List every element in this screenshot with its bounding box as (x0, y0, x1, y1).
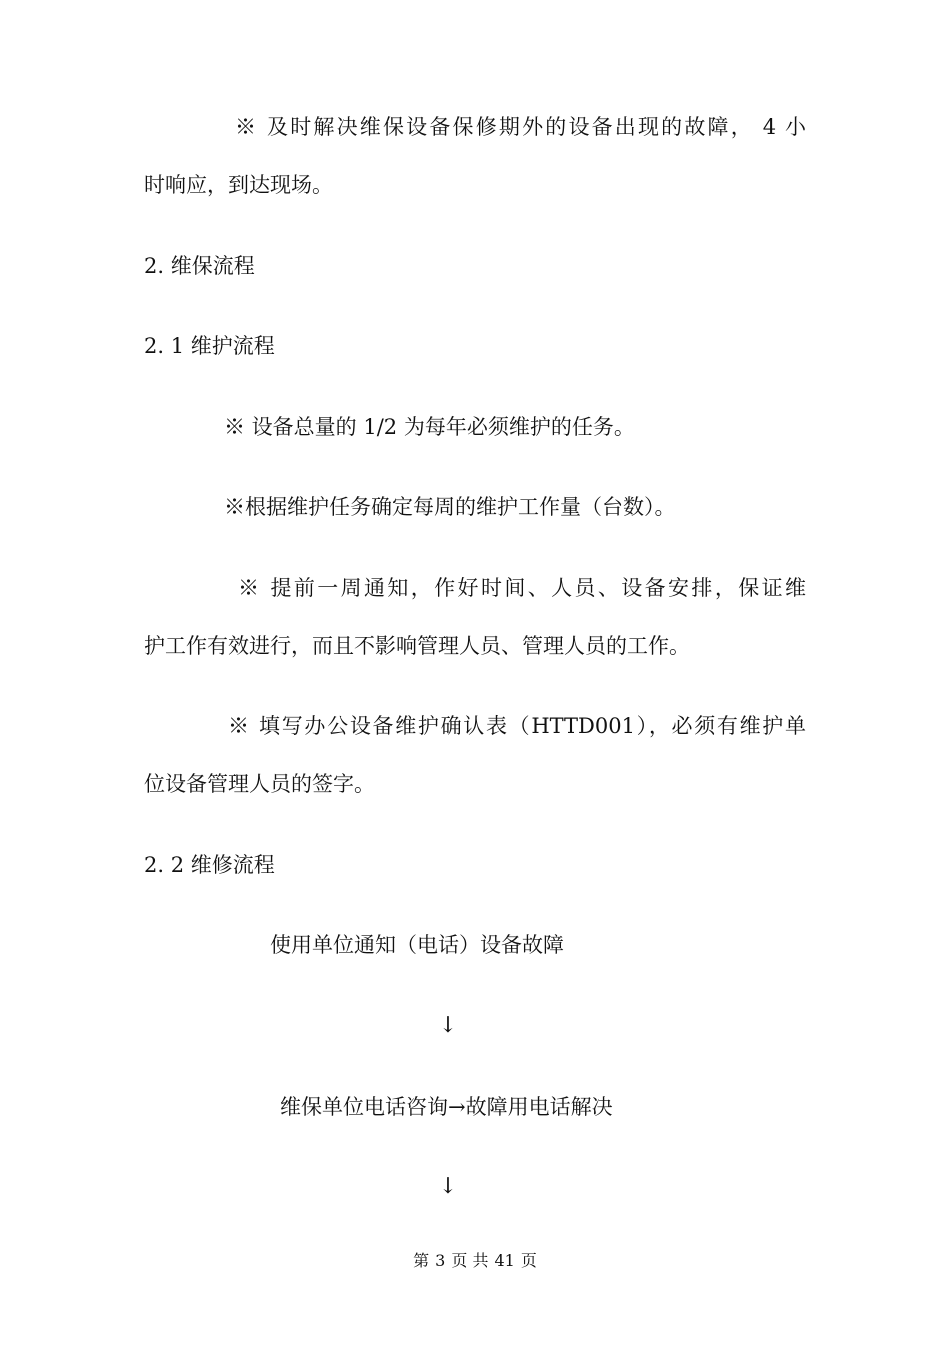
paragraph-advance-notice-line-2: 护工作有效进行，而且不影响管理人员、管理人员的工作。 (144, 634, 690, 658)
section-heading-maintenance-flow: 2. 维保流程 (144, 254, 255, 278)
subsection-heading-repair-flow: 2. 2 维修流程 (144, 853, 275, 877)
footer-total-pages: 41 (494, 1251, 515, 1270)
flow-arrow-down-icon: ↓ (438, 1174, 458, 1199)
paragraph-1-line-2: 时响应，到达现场。 (144, 173, 333, 197)
flow-arrow-down-icon: ↓ (438, 1013, 458, 1038)
flow-step-notify-fault: 使用单位通知（电话）设备故障 (270, 933, 564, 957)
page-footer (0, 1251, 950, 1271)
footer-suffix: 页 (520, 1251, 537, 1270)
flow-step-phone-consult: 维保单位电话咨询→故障用电话解决 (280, 1095, 613, 1119)
paragraph-1-line-1: ※ 及时解决维保设备保修期外的设备出现的故障， 4 小 (235, 115, 806, 139)
paragraph-advance-notice-line-1: ※ 提前一周通知，作好时间、人员、设备安排，保证维 (238, 576, 806, 600)
paragraph-confirmation-form-line-1: ※ 填写办公设备维护确认表（HTTD001），必须有维护单 (228, 714, 806, 738)
paragraph-confirmation-form-line-2: 位设备管理人员的签字。 (144, 772, 375, 796)
footer-middle: 页 共 (451, 1251, 489, 1270)
bullet-weekly-workload: ※根据维护任务确定每周的维护工作量（台数）。 (224, 495, 676, 519)
footer-prefix: 第 (413, 1251, 430, 1270)
bullet-annual-task: ※ 设备总量的 1/2 为每年必须维护的任务。 (224, 415, 635, 439)
subsection-heading-upkeep-flow: 2. 1 维护流程 (144, 334, 275, 358)
footer-page-number: 3 (435, 1251, 446, 1270)
